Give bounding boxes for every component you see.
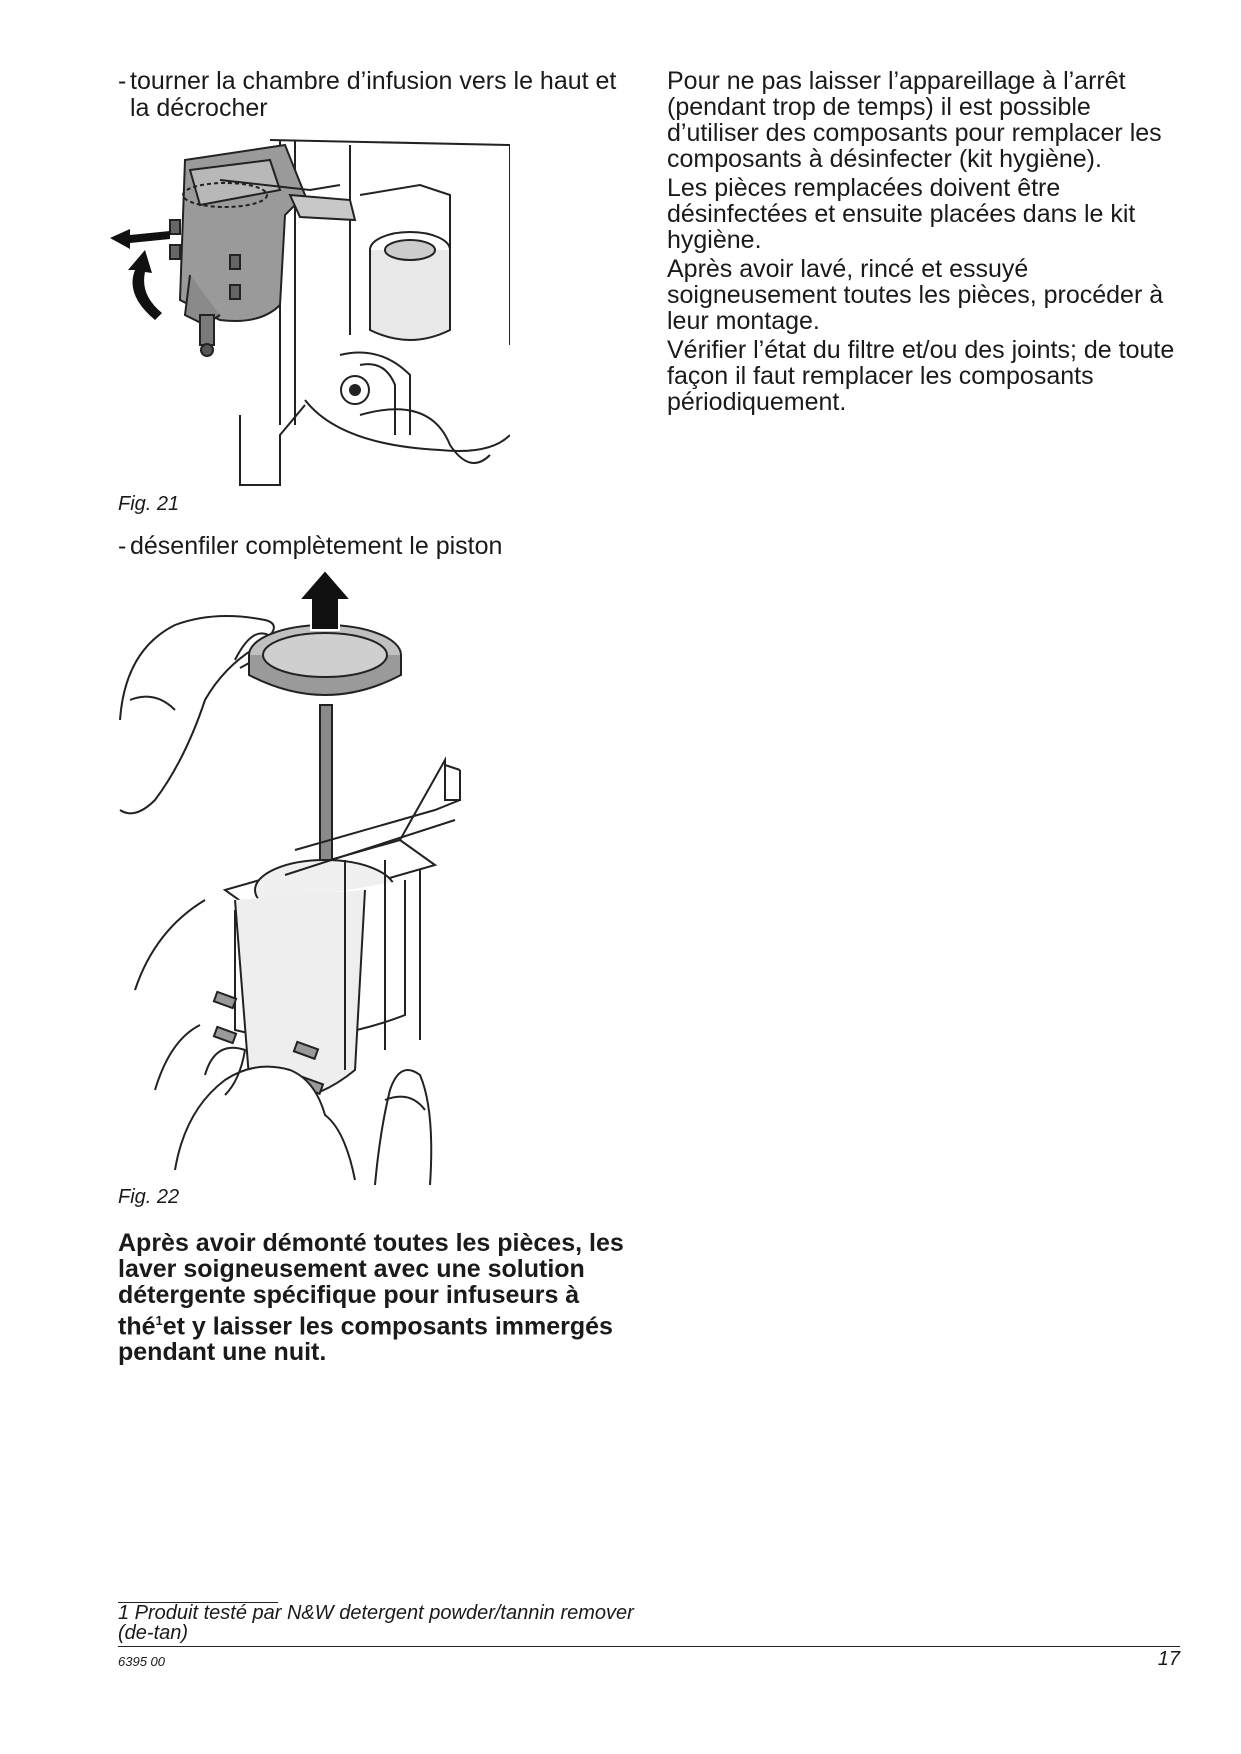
footnote: 1 Produit testé par N&W detergent powder/tannin remover (de-tan) bbox=[118, 1602, 634, 1644]
step-2 bbox=[118, 533, 638, 560]
fig-21-illustration bbox=[110, 135, 510, 500]
fig-22-illustration bbox=[115, 570, 505, 1185]
fig-21-caption: Fig. 21 bbox=[118, 493, 180, 515]
paragraph-4: Vérifier l’état du filtre et/ou des joints; de toute façon il faut remplacer les composants périodiquement. bbox=[667, 336, 1175, 416]
step-1 bbox=[118, 68, 638, 122]
step-2-dash: - bbox=[118, 532, 127, 560]
document-code: 6395 00 bbox=[118, 1654, 165, 1669]
bold-instruction bbox=[118, 1230, 638, 1365]
bold-instruction-text: Après avoir démonté toutes les pièces, les laver soigneusement avec une solution détergente spécifique pour infuseurs à thé bbox=[118, 1229, 624, 1341]
paragraph-3: Après avoir lavé, rincé et essuyé soigneusement toutes les pièces, procéder à leur montage. bbox=[667, 255, 1164, 335]
bold-instruction-text-end: et y laisser les composants immergés pendant une nuit. bbox=[118, 1312, 613, 1367]
page-number: 17 bbox=[1157, 1648, 1180, 1670]
step-1-dash: - bbox=[118, 67, 127, 95]
footnote-ref: 1 bbox=[155, 1313, 163, 1328]
right-column bbox=[667, 68, 1187, 418]
paragraph-2: Les pièces remplacées doivent être désinfectées et ensuite placées dans le kit hygiène. bbox=[667, 174, 1136, 254]
paragraph-1: Pour ne pas laisser l’appareillage à l’arrêt (pendant trop de temps) il est possible d’utiliser des composants pour remplacer les composants à désinfecter (kit hygiène). bbox=[667, 67, 1162, 173]
step-1-text: tourner la chambre d’infusion vers le haut et la décrocher bbox=[130, 67, 617, 122]
step-2-text: désenfiler complètement le piston bbox=[130, 532, 503, 560]
footer-rule bbox=[118, 1646, 1180, 1647]
fig-22-caption: Fig. 22 bbox=[118, 1186, 180, 1208]
